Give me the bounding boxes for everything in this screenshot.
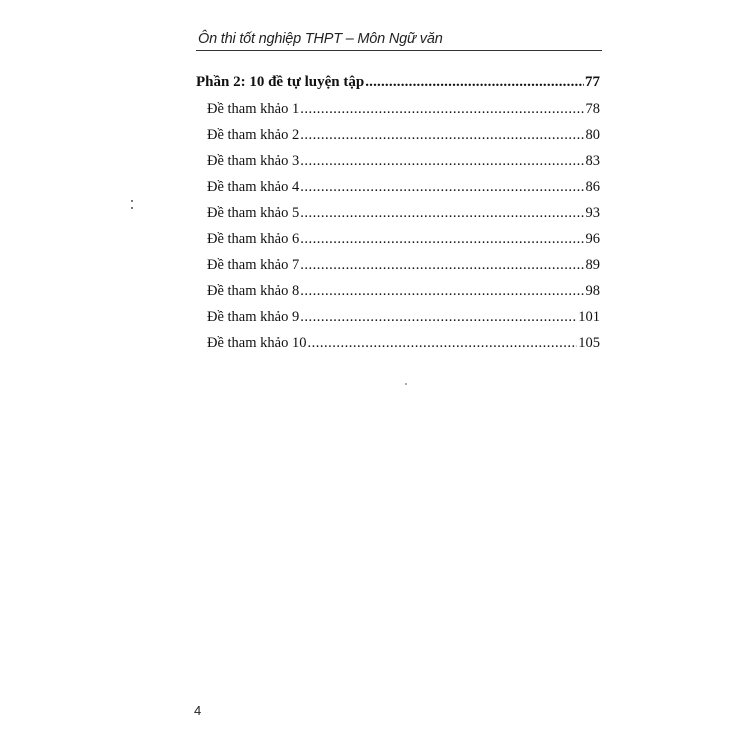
toc-entry-page: 78 (585, 101, 600, 117)
toc-leader-dots (300, 205, 584, 222)
toc-entry-label: Đề tham khảo 5 (207, 205, 300, 221)
toc-part-heading (196, 74, 600, 94)
toc-part-page: 77 (585, 74, 600, 90)
toc-leader-dots (300, 283, 584, 300)
toc-entry-page: 93 (585, 205, 600, 221)
toc-entry-page: 96 (585, 231, 600, 247)
toc-entry (196, 205, 600, 225)
toc-leader-dots (307, 335, 577, 352)
header-rule (196, 50, 602, 51)
toc-entry (196, 309, 600, 329)
toc-entry-label: Đề tham khảo 7 (207, 257, 300, 273)
toc-leader-dots (300, 101, 584, 118)
running-header: Ôn thi tốt nghiệp THPT – Môn Ngữ văn (198, 31, 443, 47)
toc-leader-dots (300, 309, 577, 326)
toc-entry-page: 86 (585, 179, 600, 195)
toc-entry (196, 283, 600, 303)
toc-entry (196, 179, 600, 199)
toc-entry-label: Đề tham khảo 2 (207, 127, 300, 143)
toc-entry-label: Đề tham khảo 3 (207, 153, 300, 169)
toc-entry-page: 98 (585, 283, 600, 299)
toc-leader-dots (300, 231, 584, 248)
toc-entry-label: Đề tham khảo 10 (207, 335, 307, 351)
toc-entry (196, 231, 600, 251)
scan-speck (405, 383, 407, 385)
scan-mark (131, 200, 133, 202)
toc-entry-label: Đề tham khảo 6 (207, 231, 300, 247)
toc-entry-label: Đề tham khảo 9 (207, 309, 300, 325)
toc-entry (196, 335, 600, 355)
toc-leader-dots (300, 179, 584, 196)
toc-leader-dots (300, 257, 584, 274)
toc-leader-dots (365, 74, 584, 91)
toc-entry-label: Đề tham khảo 1 (207, 101, 300, 117)
toc-entry-page: 105 (578, 335, 600, 351)
toc-leader-dots (300, 153, 584, 170)
toc-entry-label: Đề tham khảo 4 (207, 179, 300, 195)
toc-entry (196, 127, 600, 147)
toc-leader-dots (300, 127, 584, 144)
toc-entry-page: 83 (585, 153, 600, 169)
toc-entry-label: Đề tham khảo 8 (207, 283, 300, 299)
page-number: 4 (194, 703, 202, 718)
toc-entry (196, 101, 600, 121)
toc-part-label: Phần 2: 10 đề tự luyện tập (196, 74, 365, 90)
toc-entry (196, 257, 600, 277)
scan-mark (131, 207, 133, 209)
toc-entry (196, 153, 600, 173)
toc-entry-page: 101 (578, 309, 600, 325)
toc-entry-page: 80 (585, 127, 600, 143)
toc-entry-page: 89 (585, 257, 600, 273)
